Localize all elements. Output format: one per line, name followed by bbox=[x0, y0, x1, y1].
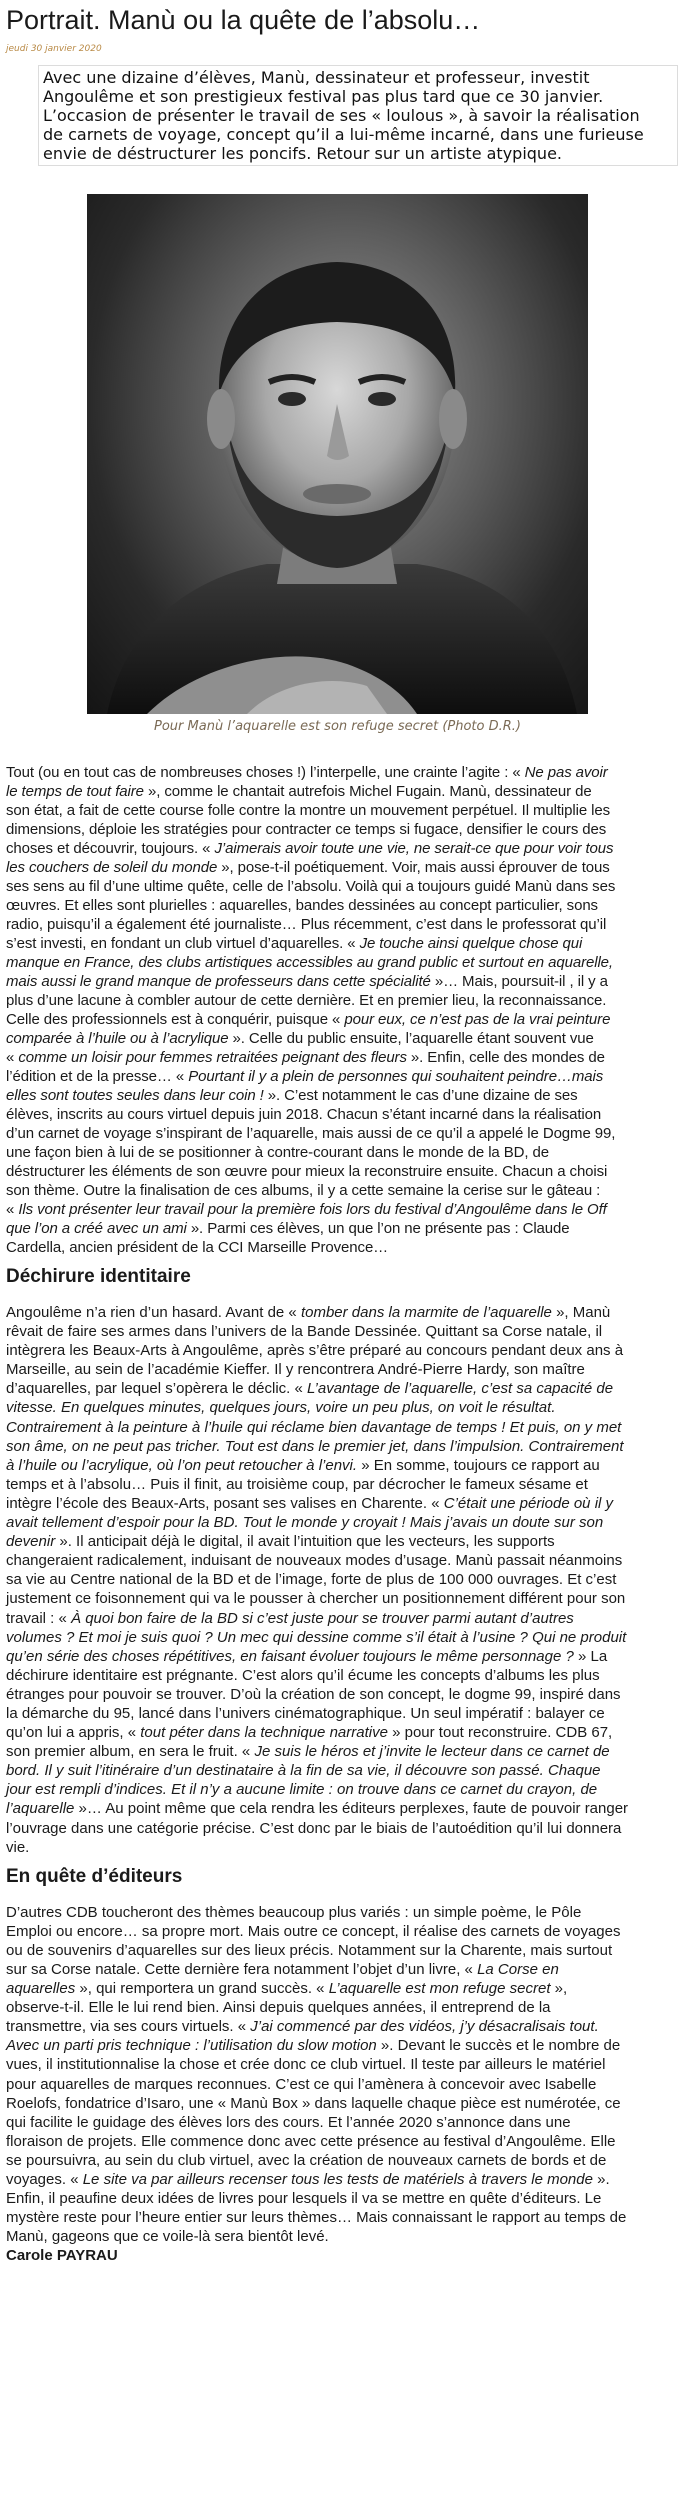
text-line: qui facilite le guidage des élèves lors des cours. Et l’année 2020 s’annonce dans une bbox=[6, 2113, 571, 2131]
text-line: Angoulême n’a rien d’un hasard. Avant de « tomber dans la marmite de l’aquarelle », Manù bbox=[6, 1304, 611, 1321]
text-line: mystère reste pour l’heure entier sur leurs thèmes… Mais connaissant le rapport au temps de bbox=[6, 2209, 627, 2227]
paragraph-2 bbox=[6, 1303, 677, 1857]
text-line: Manù, gageons que ce voile-là sera bientôt levé. bbox=[6, 2228, 329, 2246]
text-line: étranges pour pouvoir se trouver. D’où la création de son concept, le dogme 99, inspiré dans bbox=[6, 1685, 621, 1703]
text-line: sur sa Corse natale. Cette dernière fera notamment l’objet d’un livre, « La Corse en bbox=[6, 1961, 559, 1978]
text-line: floraison de projets. Elle commence donc avec cette présence au festival d’Angoulême. Elle bbox=[6, 2132, 616, 2150]
text-line: travail : « À quoi bon faire de la BD si c’est juste pour se trouver parmi autant d’autres bbox=[6, 1609, 574, 1627]
text-line: temps et à l’absolu… Puis il finit, au troisième coup, par décrocher le fameux sésame et bbox=[6, 1475, 588, 1493]
text-line: transmettre, via ses cours virtuels. « J’ai commencé par des vidéos, j’y désacralisais tout. bbox=[6, 2018, 599, 2036]
text-line: radio, puisqu’il a également été journaliste… Plus récemment, c’est dans le professorat qu’il bbox=[6, 916, 607, 933]
text-line: la démarche du 95, lancé dans l’univers cinématographique. Un seul impératif : balayer ce bbox=[6, 1704, 605, 1722]
text-line: le temps de tout faire », comme le chantait autrefois Michel Fugain. Manù, dessinateur de bbox=[6, 783, 592, 800]
text-line: son thème. Outre la finalisation de ces albums, il y a cette semaine la cerise sur le gâteau : bbox=[6, 1182, 601, 1199]
text-line: pour aquarelles de marques reconnues. C’est ce qui l’amènera à concevoir avec Isabelle bbox=[6, 2075, 597, 2093]
text-line: une façon bien à lui de se positionner à contre-courant dans le monde de la BD, de bbox=[6, 1144, 549, 1161]
text-line: qu’en série des choses répétitives, en faisant évoluer toujours le même personnage ? » La bbox=[6, 1647, 608, 1665]
text-line: Avec un parti pris technique : l’utilisation du slow motion ». Devant le succès et le nombre de bbox=[6, 2037, 621, 2055]
text-line: l’édition et de la presse… « Pourtant il y a plein de personnes qui souhaitent peindre…mais bbox=[6, 1068, 604, 1085]
text-line: « Ils vont présenter leur travail pour la première fois lors du festival d’Angoulême dans le Off bbox=[6, 1201, 607, 1218]
text-line: ses sens au fil d’une ultime quête, celle de l’absolu. Voilà qui a toujours guidé Manù dans ses bbox=[6, 878, 616, 895]
text-line: comparée à l’huile ou à l’acrylique ». Celle du public ensuite, l’aquarelle étant souvent vue bbox=[6, 1030, 594, 1047]
intro-line: Angoulême et son prestigieux festival pas plus tard que ce 30 janvier. bbox=[43, 87, 604, 106]
text-line: qu’on lui a appris, « tout péter dans la technique narrative » pour tout reconstruire. CDB 67, bbox=[6, 1724, 613, 1742]
text-line: elles sont toutes seules dans leur coin ! ». C’est notamment le cas d’une dizaine de ses bbox=[6, 1087, 578, 1104]
text-line: son premier album, en sera le fruit. « Je suis le héros et j’invite le lecteur dans ce carnet de bbox=[6, 1743, 610, 1761]
text-line: observe-t-il. Elle le lui rend bien. Ainsi depuis quelques années, il entreprend de la bbox=[6, 1999, 551, 2017]
section-heading-editeurs: En quête d’éditeurs bbox=[6, 1865, 183, 1887]
text-line: Enfin, il peaufine deux idées de livres pour lesquels il va se mettre en quête d’éditeurs. Le bbox=[6, 2190, 602, 2208]
text-line: élèves, inscrits au cours virtuel depuis juin 2018. Chacun s’étant incarné dans la réalisation bbox=[6, 1106, 602, 1123]
text-line: se poursuivra, au sein du club virtuel, avec la création de nouveaux carnets de bords et de bbox=[6, 2151, 607, 2169]
text-line: s’est investi, en fondant un club virtuel d’aquarelles. « Je touche ainsi quelque chose qui bbox=[6, 935, 583, 952]
text-line: Cardella, ancien président de la CCI Marseille Provence… bbox=[6, 1239, 389, 1256]
paragraph-3 bbox=[6, 1903, 677, 2247]
intro-line: envie de déstructurer les poncifs. Retour sur un artiste atypique. bbox=[43, 144, 562, 163]
text-line: l’ouvrage dans une catégorie précise. C’est donc par le biais de l’autoédition qu’il lui donnera bbox=[6, 1819, 622, 1837]
text-line: changeraient radicalement, induisant de nouveaux modes d’usage. Manù passait néanmoins bbox=[6, 1552, 623, 1570]
text-line: aquarelles », qui remportera un grand succès. « L’aquarelle est mon refuge secret », bbox=[6, 1980, 568, 1998]
text-line: que l’on a créé avec un ami ». Parmi ces élèves, un que l’on ne présente pas : Claude bbox=[6, 1220, 570, 1237]
article-body bbox=[0, 763, 683, 2265]
intro-line: de carnets de voyage, concept qu’il a lui-même incarné, dans une furieuse bbox=[43, 125, 644, 144]
text-line: Celle des professionnels est à conquérir, puisque « pour eux, ce n’est pas de la vrai peinture bbox=[6, 1011, 611, 1028]
text-line: choses et découvrir, toujours. « J’aimerais avoir toute une vie, ne serait-ce que pour voir tous bbox=[6, 840, 614, 857]
text-line: Roelofs, fondatrice d’Isaro, une « Manù Box » dans laquelle chaque pièce est numérotée, ce bbox=[6, 2094, 621, 2112]
text-line: d’aquarelles, par lequel s’opèrera le déclic. « L’avantage de l’aquarelle, c’est sa capacité de bbox=[6, 1380, 614, 1398]
text-line: volumes ? Et moi je suis quoi ? Un mec qui dessine comme s’il était à l’usine ? Qui ne produit bbox=[6, 1628, 627, 1646]
text-line: vie. bbox=[6, 1838, 30, 1856]
text-line: bord. Il y suit l’itinéraire d’un destinataire à la fin de sa vie, il découvre son passé. Chaque bbox=[6, 1762, 601, 1780]
text-line: ou de souvenirs d’aquarelles sur des lieux précis. Notamment sur la Charente, mais surtout bbox=[6, 1941, 613, 1959]
text-line: jour est rempli d’indices. Et il n’y a aucune limite : on trouve dans ce carnet du crayon, de bbox=[6, 1781, 598, 1799]
intro-line: L’occasion de présenter le travail de ses « loulous », à savoir la réalisation bbox=[43, 106, 640, 125]
text-line: intègre l’école des Beaux-Arts, posant ses valises en Charente. « C’était une période où il y bbox=[6, 1494, 614, 1512]
intro-line: Avec une dizaine d’élèves, Manù, dessinateur et professeur, investit bbox=[43, 68, 590, 87]
text-line: devenir ». Il anticipait déjà le digital, il avait l’intuition que les vecteurs, les supports bbox=[6, 1533, 555, 1551]
paragraph-1 bbox=[6, 763, 677, 1257]
text-line: intègrera les Beaux-Arts à Angoulême, après s’être préparé au concours pendant deux ans à bbox=[6, 1342, 624, 1360]
text-line: Tout (ou en tout cas de nombreuses choses !) l’interpelle, une crainte l’agite : « Ne pas avoir bbox=[6, 764, 608, 781]
text-line: « comme un loisir pour femmes retraitées peignant des fleurs ». Enfin, celle des mondes de bbox=[6, 1049, 605, 1066]
section-heading-dechirure: Déchirure identitaire bbox=[6, 1266, 191, 1287]
text-line: déstructurer les éléments de son œuvre pour mieux la reconstruire ensuite. Chacun a choisi bbox=[6, 1163, 608, 1180]
article-title: Portrait. Manù ou la quête de l’absolu… bbox=[6, 5, 481, 35]
text-line: les couchers de soleil du monde », pose-t-il poétiquement. Voir, mais aussi éprouver de tous bbox=[6, 859, 610, 876]
text-line: dimensions, déploie les stratégies pour contracter ce temps si fugace, densifier le cours des bbox=[6, 821, 607, 838]
text-line: vues, il institutionnalise la chose et crée donc ce club virtuel. Il teste par ailleurs le matériel bbox=[6, 2056, 606, 2074]
text-line: Emploi ou encore… sa propre mort. Mais outre ce concept, il réalise des carnets de voyages bbox=[6, 1922, 621, 1940]
text-line: déchirure identitaire est prégnante. C’est alors qu’il écume les concepts d’albums les plus bbox=[6, 1666, 600, 1684]
text-line: l’aquarelle »… Au point même que cela rendra les éditeurs perplexes, faute de pouvoir ranger bbox=[6, 1800, 629, 1818]
text-line: d’un carnet de voyage s’inspirant de l’aquarelle, mais aussi de ce qu’il a appelé le Dogme 99, bbox=[6, 1125, 616, 1142]
author-signature: Carole PAYRAU bbox=[6, 2247, 118, 2265]
text-line: sa vie au Centre national de la BD et de l’image, forte de plus de 100 000 ouvrages. Et c’est bbox=[6, 1571, 617, 1589]
text-line: avait tellement d’espoir pour la BD. Tout le monde y croyait ! Mais j’avais un doute sur son bbox=[6, 1514, 604, 1532]
text-line: son âme, on ne peut pas tricher. Tout est dans le premier jet, dans l’impulsion. Contrairement bbox=[6, 1437, 624, 1455]
text-line: à l’huile ou l’acrylique, où l’on peut retoucher à l’envi. » En somme, toujours ce rapport au bbox=[6, 1456, 600, 1474]
portrait-photo bbox=[87, 194, 588, 714]
text-line: Contrairement à la peinture à l’huile qui réclame bien davantage de temps ! Et puis, on y met bbox=[6, 1418, 622, 1436]
text-line: manque en France, des clubs artistiques accessibles au grand public et surtout en aquarelle, bbox=[6, 954, 613, 971]
text-line: œuvres. Et elles sont plurielles : aquarelles, bandes dessinées au concept particulier, sons bbox=[6, 897, 598, 914]
text-line: rêvait de faire ses armes dans l’univers de la Bande Dessinée. Quittant sa Corse natale, il bbox=[6, 1323, 603, 1341]
photo-figure bbox=[87, 194, 588, 735]
photo-caption: Pour Manù l’aquarelle est son refuge secret (Photo D.R.) bbox=[154, 719, 521, 734]
text-line: mais aussi le grand manque de professeurs dans cette spécialité »… Mais, poursuit-il , il y a bbox=[6, 973, 608, 990]
text-line: Marseille, au sein de l’académie Kieffer. Il y rencontrera André-Pierre Hardy, son maître bbox=[6, 1361, 585, 1379]
portrait-illustration bbox=[87, 194, 588, 714]
article-intro bbox=[38, 65, 678, 166]
text-line: justement ce foisonnement qui va le pousser à chercher un positionnement différent pour son bbox=[6, 1590, 626, 1608]
text-line: D’autres CDB toucheront des thèmes beaucoup plus variés : un simple poème, le Pôle bbox=[6, 1903, 582, 1921]
article-date: jeudi 30 janvier 2020 bbox=[6, 44, 102, 54]
text-line: vitesse. En quelques minutes, quelques jours, voire un peu plus, on voit le résultat. bbox=[6, 1399, 556, 1417]
text-line: plus d’une lacune à combler autour de cette dernière. Et en premier lieu, la reconnaissance. bbox=[6, 992, 607, 1009]
text-line: voyages. « Le site va par ailleurs recenser tous les tests de matériels à travers le monde ». bbox=[6, 2171, 610, 2189]
text-line: son état, a fait de cette course folle contre la montre un mouvement perpétuel. Il multiplie les bbox=[6, 802, 611, 819]
